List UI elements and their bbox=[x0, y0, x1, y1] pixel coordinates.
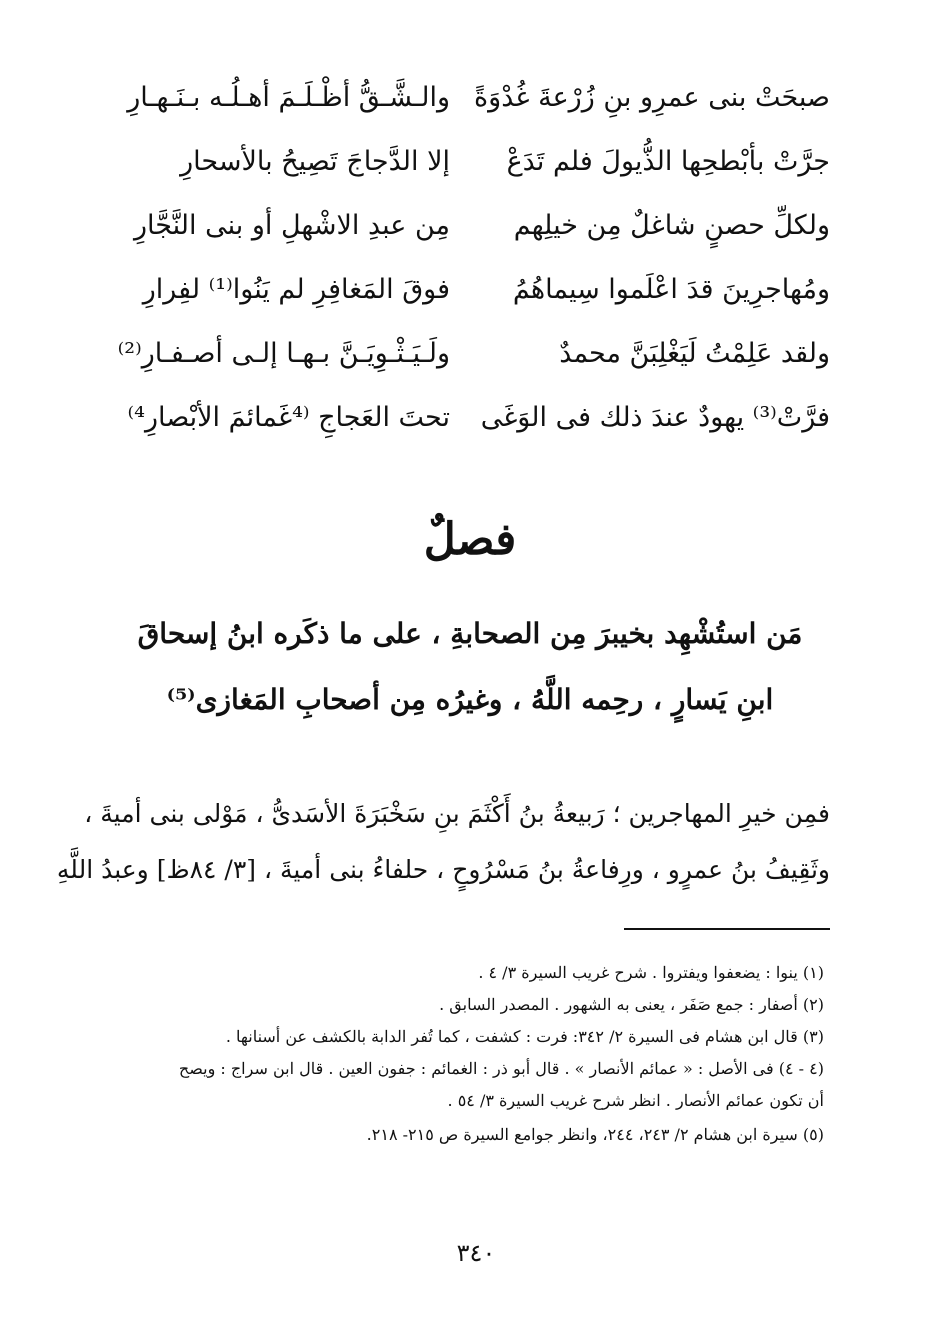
verse-row bbox=[117, 334, 830, 398]
body-text-line-1: فمِن خيرِ المهاجرين ؛ رَبيعةُ بنُ أَكْثَمَ بنِ سَخْبَرَةَ الأسَدىُّ ، مَوْلى بنى أميةَ ، bbox=[84, 799, 830, 828]
verse-row bbox=[120, 78, 830, 142]
verse-first-hemistich: ولقد عَلِمْتُ لَيَغْلِبَنَّ محمدٌ bbox=[559, 338, 830, 369]
body-text-line-2: وثَقِيفُ بنُ عمرٍو ، ورِفاعةُ بنُ مَسْرُوحٍ ، حلفاءُ بنى أميةَ ، [٣/ ٨٤ظ] وعبدُ اللَّهِ bbox=[56, 855, 830, 884]
footnote-4-continued: أن تكون عمائم الأنصار . انظر شرح غريب السيرة ٣/ ٥٤ . bbox=[447, 1091, 824, 1110]
verse-first-hemistich: فرَّتْ⁽³⁾ يهودٌ عندَ ذلك فى الوَغَى bbox=[480, 402, 830, 433]
verse-second-hemistich: فوقَ المَغافِرِ لم يَنُوا⁽¹⁾ لفِرارِ bbox=[142, 274, 450, 305]
section-subtitle-line-1: مَن استُشْهِد بخيبرَ مِن الصحابةِ ، على ما ذكَره ابنُ إسحاقَ bbox=[137, 617, 803, 650]
poem bbox=[117, 78, 830, 462]
footnote-5: (٥) سيرة ابن هشام ٢/ ٢٤٣، ٢٤٤، وانظر جوامع السيرة ص ٢١٥- ٢١٨. bbox=[366, 1125, 824, 1144]
verse-first-hemistich: صبحَتْ بنى عمرِو بنِ زُرْعةَ غُدْوَةً bbox=[474, 82, 830, 113]
page-number: ٣٤٠ bbox=[456, 1239, 496, 1267]
section-title: فصلٌ bbox=[423, 514, 517, 565]
verse-row bbox=[120, 398, 830, 462]
footnote-3: (٣) قال ابن هشام فى السيرة ٢/ ٣٤٢: فرت : كشفت ، كما تُفر الدابة بالكشف عن أسنانها . bbox=[225, 1027, 824, 1046]
verse-second-hemistich: والـشَّـقُّ أظْـلَـمَ أهـلُـه بـنَـهـارِ bbox=[127, 82, 450, 113]
footnote-1: (١) ينوا : يضعفوا ويفتروا . شرح غريب السيرة ٣/ ٤ . bbox=[478, 963, 824, 982]
verse-second-hemistich: مِن عبدِ الاشْهلِ أو بنى النَّجَّارِ bbox=[133, 210, 450, 241]
verse-row bbox=[120, 142, 830, 206]
verse-row bbox=[120, 270, 830, 334]
verse-first-hemistich: جرَّتْ بأبْطحِها الذُّيولَ فلم تَدَعْ bbox=[506, 146, 830, 177]
verse-row bbox=[120, 206, 830, 270]
footnote-2: (٢) أصفار : جمع صَفَر ، يعنى به الشهور . المصدر السابق . bbox=[439, 995, 824, 1014]
footnote-divider bbox=[624, 928, 830, 930]
footnote-4: (٤ - ٤) فى الأصل : « عمائم الأنصار » . قال أبو ذر : الغمائم : جفون العين . قال ابن سراج : ويصح bbox=[178, 1059, 824, 1078]
verse-first-hemistich: ولكلِّ حصنٍ شاغلٌ مِن خيلِهم bbox=[513, 210, 830, 241]
verse-second-hemistich: إلا الدَّجاجَ تَصِيحُ بالأسحارِ bbox=[180, 146, 450, 177]
verse-first-hemistich: ومُهاجرِينَ قدَ اعْلَموا سِيماهُمُ bbox=[512, 274, 830, 305]
verse-second-hemistich: ولَـيَـثْـوِيَـنَّ بـهـا إلـى أصـفـارِ⁽²⁾ bbox=[117, 338, 450, 369]
verse-second-hemistich: تحتَ العَجاجِ ⁽⁴غَمائمَ الأبْصارِ⁴⁾ bbox=[127, 402, 450, 433]
section-subtitle-line-2: ابنِ يَسارٍ ، رحِمه اللَّهُ ، وغيرُه مِن أصحابِ المَغازى⁽⁵⁾ bbox=[166, 683, 774, 716]
